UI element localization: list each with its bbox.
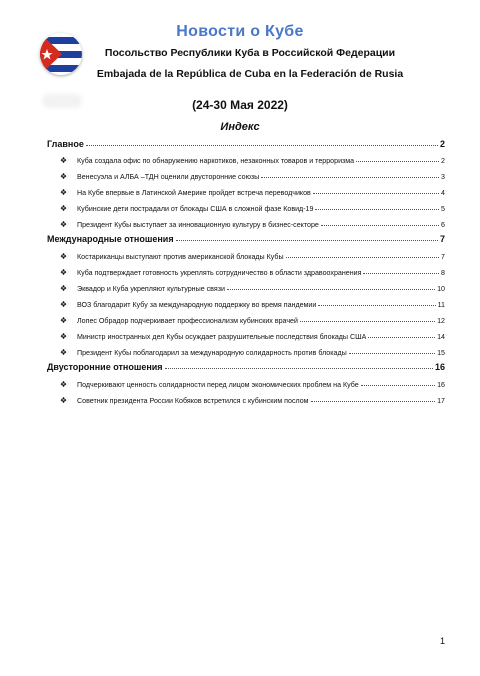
toc-item-label: Лопес Обрадор подчеркивает профессионализм кубинских врачей: [77, 317, 298, 325]
toc-page-number: 2: [439, 139, 445, 149]
dot-leader: [300, 321, 435, 322]
index-title: Индекс: [220, 121, 260, 133]
dot-leader: [261, 177, 439, 178]
date-range: (24-30 Мая 2022): [192, 98, 288, 112]
toc-item-label: Кубинские дети пострадали от блокады США в сложной фазе Ковид-19: [77, 205, 314, 213]
toc-item-label: На Кубе впервые в Латинской Америке пройдет встреча переводчиков: [77, 189, 311, 197]
dot-leader: [86, 145, 438, 146]
diamond-bullet-icon: ❖: [59, 300, 68, 309]
diamond-bullet-icon: ❖: [59, 220, 68, 229]
toc-item[interactable]: [47, 295, 445, 309]
diamond-bullet-icon: ❖: [59, 172, 68, 181]
diamond-bullet-icon: ❖: [59, 380, 68, 389]
dot-leader: [363, 273, 439, 274]
toc-section-title: Главное: [47, 139, 84, 149]
toc-page-number: 4: [441, 189, 445, 197]
dot-leader: [361, 385, 435, 386]
toc-item[interactable]: [47, 167, 445, 181]
diamond-bullet-icon: ❖: [59, 156, 68, 165]
toc-page-number: 7: [439, 234, 445, 244]
toc-item[interactable]: [47, 391, 445, 405]
toc-item-label: Президент Кубы поблагодарил за международную солидарность против блокады: [77, 349, 347, 357]
toc-item[interactable]: [47, 279, 445, 293]
toc-page-number: 10: [437, 285, 445, 293]
toc-page-number: 16: [434, 362, 445, 372]
toc-page-number: 11: [437, 301, 445, 309]
diamond-bullet-icon: ❖: [59, 316, 68, 325]
toc-item[interactable]: [47, 247, 445, 261]
toc-page-number: 16: [437, 381, 445, 389]
toc-section-title: Двусторонние отношения: [47, 362, 163, 372]
toc-page-number: 6: [441, 221, 445, 229]
dot-leader: [165, 368, 433, 369]
diamond-bullet-icon: ❖: [59, 348, 68, 357]
dot-leader: [356, 161, 439, 162]
toc-item[interactable]: [47, 199, 445, 213]
dot-leader: [349, 353, 435, 354]
toc-item[interactable]: [47, 343, 445, 357]
toc-page-number: 17: [437, 397, 445, 405]
toc-page-number: 2: [441, 157, 445, 165]
toc-page-number: 14: [437, 333, 445, 341]
header-title: Новости о Кубе: [176, 23, 304, 40]
diamond-bullet-icon: ❖: [59, 284, 68, 293]
dot-leader: [321, 225, 439, 226]
diamond-bullet-icon: ❖: [59, 204, 68, 213]
toc-item-label: Министр иностранных дел Кубы осуждает разрушительные последствия блокады США: [77, 333, 367, 341]
dot-leader: [368, 337, 435, 338]
toc-item[interactable]: [47, 183, 445, 197]
cuba-flag-logo-icon: [40, 33, 82, 75]
diamond-bullet-icon: ❖: [59, 332, 68, 341]
dot-leader: [176, 240, 438, 241]
toc-section-bilateral[interactable]: [47, 358, 445, 372]
dot-leader: [315, 209, 439, 210]
dot-leader: [311, 401, 436, 402]
toc-item-label: Советник президента России Кобяков встретился с кубинским послом: [77, 397, 309, 405]
dot-leader: [227, 289, 435, 290]
toc-item-label: Венесуэла и АЛБА –ТДН оценили двусторонние союзы: [77, 173, 260, 181]
toc-item[interactable]: [47, 215, 445, 229]
toc-section-main[interactable]: [47, 135, 445, 149]
toc-page-number: 7: [441, 253, 445, 261]
toc-item[interactable]: [47, 311, 445, 325]
dot-leader: [313, 193, 439, 194]
diamond-bullet-icon: ❖: [59, 396, 68, 405]
toc-page-number: 15: [437, 349, 445, 357]
toc-item[interactable]: [47, 375, 445, 389]
toc-item-label: ВОЗ благодарит Кубу за международную поддержку во время пандемии: [77, 301, 317, 309]
toc-item[interactable]: [47, 263, 445, 277]
toc-item[interactable]: [47, 327, 445, 341]
toc-page-number: 5: [441, 205, 445, 213]
toc-item-label: Эквадор и Куба укрепляют культурные связи: [77, 285, 225, 293]
diamond-bullet-icon: ❖: [59, 268, 68, 277]
org-name-ru: Посольство Республики Куба в Российской Федерации: [104, 47, 396, 59]
toc-item-label: Куба создала офис по обнаружению наркотиков, незаконных товаров и терроризма: [77, 157, 355, 165]
dot-leader: [318, 305, 435, 306]
dot-leader: [286, 257, 440, 258]
toc-section-international[interactable]: [47, 230, 445, 244]
diamond-bullet-icon: ❖: [59, 252, 68, 261]
toc-page-number: 3: [441, 173, 445, 181]
toc-item[interactable]: [47, 151, 445, 165]
toc-item-label: Куба подтверждает готовность укреплять сотрудничество в области здравоохранения: [77, 269, 362, 277]
diamond-bullet-icon: ❖: [59, 188, 68, 197]
org-name-es: Embajada de la República de Cuba en la Federación de Rusia: [96, 68, 404, 80]
toc-section-title: Международные отношения: [47, 234, 174, 244]
toc-item-label: Костариканцы выступают против американской блокады Кубы: [77, 253, 284, 261]
page-number: 1: [440, 636, 446, 646]
toc-item-label: Подчеркивают ценность солидарности перед лицом экономических проблем на Кубе: [77, 381, 359, 389]
toc-item-label: Президент Кубы выступает за инновационную культуру в бизнес-секторе: [77, 221, 319, 229]
toc-page-number: 8: [441, 269, 445, 277]
toc-page-number: 12: [437, 317, 445, 325]
